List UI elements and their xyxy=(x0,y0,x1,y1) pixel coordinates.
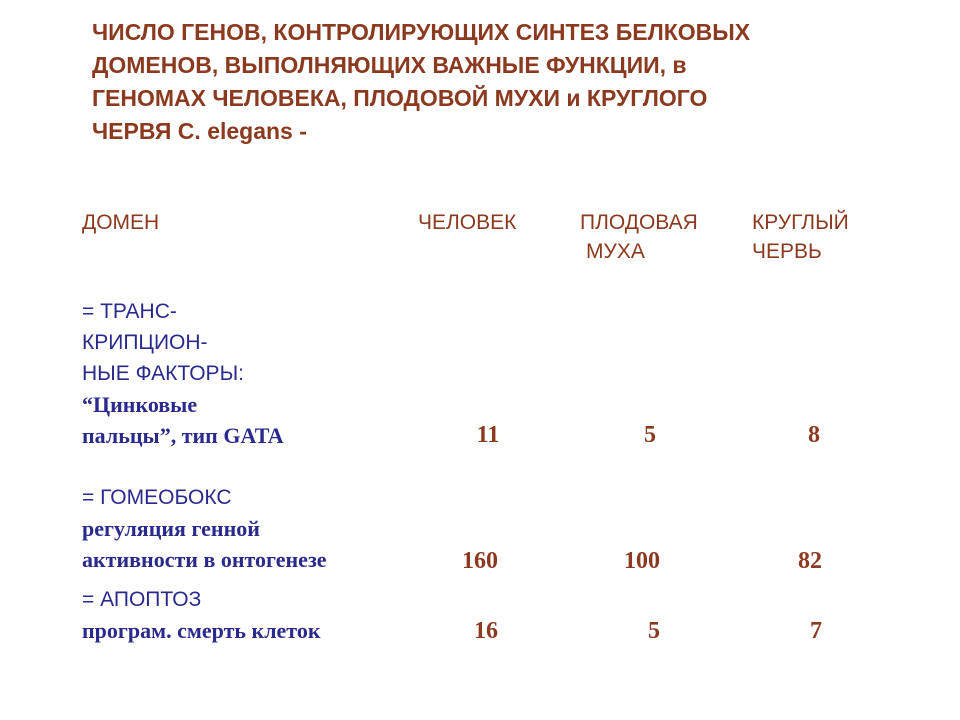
row2-line1: = ГОМЕОБОКС xyxy=(82,486,232,509)
row1-line5: пальцы”, тип GATA xyxy=(82,423,284,448)
row2-line3: активности в онтогенезе xyxy=(82,547,327,572)
title-line-2: ДОМЕНОВ, ВЫПОЛНЯЮЩИХ ВАЖНЫЕ ФУНКЦИИ, в xyxy=(92,52,687,78)
row2-worm-value: 82 xyxy=(798,548,822,574)
row-label-homeobox xyxy=(82,482,327,575)
header-worm-line1: КРУГЛЫЙ xyxy=(752,211,849,234)
row1-worm-value: 8 xyxy=(808,422,820,448)
row2-human-value: 160 xyxy=(462,548,498,574)
row2-line2: регуляция генной xyxy=(82,516,260,541)
row1-line2: КРИПЦИОН- xyxy=(82,331,208,354)
row3-fly-value: 5 xyxy=(648,618,660,644)
header-worm xyxy=(752,208,849,266)
header-worm-line2: ЧЕРВЬ xyxy=(752,240,822,263)
header-human: ЧЕЛОВЕК xyxy=(418,211,517,234)
header-fly-line1: ПЛОДОВАЯ xyxy=(580,211,698,234)
row1-fly-value: 5 xyxy=(644,422,656,448)
row3-line1: = АПОПТОЗ xyxy=(82,588,202,611)
row3-line2: програм. смерть клеток xyxy=(82,618,321,643)
row1-line3: НЫЕ ФАКТОРЫ: xyxy=(82,362,244,385)
title-line-4: ЧЕРВЯ С. elegans - xyxy=(92,118,307,144)
title-line-3: ГЕНОМАХ ЧЕЛОВЕКА, ПЛОДОВОЙ МУХИ и КРУГЛОГО xyxy=(92,85,708,111)
slide-title xyxy=(92,16,912,148)
header-domain: ДОМЕН xyxy=(82,211,160,234)
row1-human-value: 11 xyxy=(476,422,500,448)
header-fly xyxy=(580,208,698,266)
row1-line4: “Цинковые xyxy=(82,392,198,417)
row-label-apoptosis xyxy=(82,584,321,646)
title-line-1: ЧИСЛО ГЕНОВ, КОНТРОЛИРУЮЩИХ СИНТЕЗ БЕЛКОВЫХ xyxy=(92,19,751,45)
header-fly-line2: МУХА xyxy=(586,240,645,263)
row3-worm-value: 7 xyxy=(810,618,822,644)
row2-fly-value: 100 xyxy=(624,548,660,574)
row1-line1: = ТРАНС- xyxy=(82,300,177,323)
row-label-transcription xyxy=(82,296,284,451)
row3-human-value: 16 xyxy=(474,618,498,644)
